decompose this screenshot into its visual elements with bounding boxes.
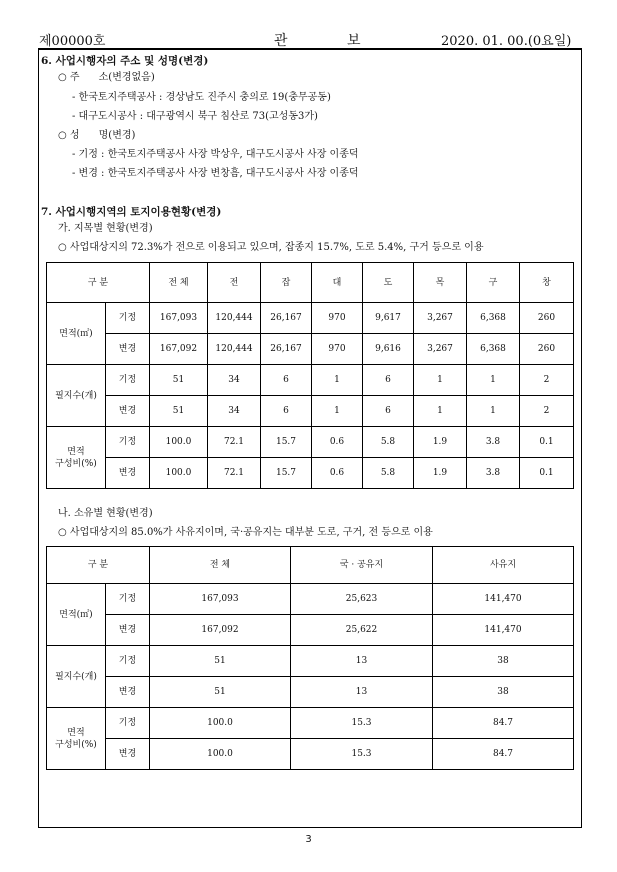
value-cell: 15.7 xyxy=(261,458,312,489)
value-cell: 6 xyxy=(261,365,312,396)
value-cell: 2 xyxy=(520,396,574,427)
table-row xyxy=(47,427,574,458)
value-cell: 38 xyxy=(433,646,574,677)
value-cell: 25,623 xyxy=(291,584,433,615)
value-cell: 51 xyxy=(150,677,291,708)
value-cell: 72.1 xyxy=(208,458,261,489)
value-cell: 1.9 xyxy=(414,458,467,489)
row-label-cell: 기정 xyxy=(106,584,150,615)
table-row xyxy=(47,334,574,365)
value-cell: 34 xyxy=(208,396,261,427)
row-label-cell: 변경 xyxy=(106,615,150,646)
value-cell: 51 xyxy=(150,365,208,396)
value-cell: 167,093 xyxy=(150,584,291,615)
group-label-cell xyxy=(47,303,106,365)
group-label-line: 면적 xyxy=(67,446,85,457)
value-cell: 100.0 xyxy=(150,739,291,770)
value-cell: 1 xyxy=(312,396,363,427)
column-header: 대 xyxy=(312,263,363,303)
section7-title: 7. 사업시행지역의 토지이용현황(변경) xyxy=(41,206,222,218)
row-label-cell: 변경 xyxy=(106,334,150,365)
group-label-line: 필지수(개) xyxy=(55,390,97,401)
issue-number: 제00000호 xyxy=(39,34,106,49)
row-label-cell: 기정 xyxy=(106,427,150,458)
value-cell: 100.0 xyxy=(150,458,208,489)
value-cell: 3,267 xyxy=(414,334,467,365)
row-label-cell: 기정 xyxy=(106,646,150,677)
table-row xyxy=(47,677,574,708)
value-cell: 13 xyxy=(291,646,433,677)
group-label-line: 면적(㎡) xyxy=(59,609,93,620)
column-header: 사유지 xyxy=(433,547,574,584)
value-cell: 13 xyxy=(291,677,433,708)
value-cell: 15.3 xyxy=(291,739,433,770)
value-cell: 970 xyxy=(312,303,363,334)
section6-title: 6. 사업시행자의 주소 및 성명(변경) xyxy=(41,55,209,67)
group-label-line: 면적(㎡) xyxy=(59,328,93,339)
row-label-cell: 변경 xyxy=(106,739,150,770)
value-cell: 84.7 xyxy=(433,708,574,739)
row-label-cell: 기정 xyxy=(106,708,150,739)
row-label-cell: 변경 xyxy=(106,677,150,708)
issue-date: 2020. 01. 00.(0요일) xyxy=(441,34,572,49)
table-row xyxy=(47,458,574,489)
value-cell: 6 xyxy=(363,396,414,427)
value-cell: 167,092 xyxy=(150,615,291,646)
group-label-cell xyxy=(47,427,106,489)
table-row xyxy=(47,615,574,646)
group-label-line: 면적 xyxy=(67,727,85,738)
sub-b-note: ○ 사업대상지의 85.0%가 사유지이며, 국·공유지는 대부분 도로, 구거, 전 등으로 이용 xyxy=(58,527,433,538)
column-header: 잡 xyxy=(261,263,312,303)
value-cell: 5.8 xyxy=(363,458,414,489)
value-cell: 3.8 xyxy=(467,458,520,489)
column-header: 전 체 xyxy=(150,263,208,303)
value-cell: 1 xyxy=(312,365,363,396)
column-header: 구 xyxy=(467,263,520,303)
row-label-cell: 변경 xyxy=(106,458,150,489)
value-cell: 167,093 xyxy=(150,303,208,334)
value-cell: 15.3 xyxy=(291,708,433,739)
column-header: 전 xyxy=(208,263,261,303)
value-cell: 0.6 xyxy=(312,427,363,458)
value-cell: 100.0 xyxy=(150,427,208,458)
value-cell: 2 xyxy=(520,365,574,396)
sub-a-title: 가. 지목별 현황(변경) xyxy=(58,223,153,234)
value-cell: 38 xyxy=(433,677,574,708)
table-row xyxy=(47,739,574,770)
address-item: - 대구도시공사 : 대구광역시 북구 침산로 73(고성동3가) xyxy=(72,111,318,122)
table-row xyxy=(47,584,574,615)
value-cell: 6,368 xyxy=(467,334,520,365)
group-label-cell xyxy=(47,365,106,427)
ownership-table xyxy=(46,546,574,770)
value-cell: 6 xyxy=(363,365,414,396)
sub-b-title: 나. 소유별 현황(변경) xyxy=(58,508,153,519)
value-cell: 3.8 xyxy=(467,427,520,458)
gazette-title-right: 보 xyxy=(347,33,361,49)
land-category-table xyxy=(46,262,574,489)
gazette-title-left: 관 xyxy=(274,33,288,49)
row-label-cell: 기정 xyxy=(106,365,150,396)
table-row xyxy=(47,396,574,427)
address-item: - 한국토지주택공사 : 경상남도 진주시 충의로 19(충무공동) xyxy=(72,92,331,103)
page-number: 3 xyxy=(305,834,312,845)
value-cell: 3,267 xyxy=(414,303,467,334)
value-cell: 34 xyxy=(208,365,261,396)
row-label-cell: 변경 xyxy=(106,396,150,427)
value-cell: 9,616 xyxy=(363,334,414,365)
value-cell: 51 xyxy=(150,396,208,427)
header-label-cell: 구 분 xyxy=(47,547,150,584)
name-item: - 변경 : 한국토지주택공사 사장 변창흠, 대구도시공사 사장 이종덕 xyxy=(72,168,359,179)
column-header: 국 · 공유지 xyxy=(291,547,433,584)
value-cell: 1 xyxy=(414,365,467,396)
table-row xyxy=(47,708,574,739)
value-cell: 51 xyxy=(150,646,291,677)
value-cell: 1 xyxy=(467,396,520,427)
name-item: - 기정 : 한국토지주택공사 사장 박상우, 대구도시공사 사장 이종덕 xyxy=(72,149,359,160)
group-label-cell xyxy=(47,584,106,646)
value-cell: 26,167 xyxy=(261,303,312,334)
value-cell: 141,470 xyxy=(433,584,574,615)
value-cell: 1 xyxy=(414,396,467,427)
value-cell: 9,617 xyxy=(363,303,414,334)
value-cell: 72.1 xyxy=(208,427,261,458)
value-cell: 260 xyxy=(520,303,574,334)
value-cell: 120,444 xyxy=(208,334,261,365)
column-header: 창 xyxy=(520,263,574,303)
value-cell: 5.8 xyxy=(363,427,414,458)
value-cell: 25,622 xyxy=(291,615,433,646)
header-label-cell: 구 분 xyxy=(47,263,150,303)
sub-a-note: ○ 사업대상지의 72.3%가 전으로 이용되고 있으며, 잡종지 15.7%, 도로 5.4%, 구거 등으로 이용 xyxy=(58,242,484,253)
value-cell: 6,368 xyxy=(467,303,520,334)
group-label-line: 구성비(%) xyxy=(55,739,97,750)
group-label-line: 구성비(%) xyxy=(55,458,97,469)
value-cell: 1.9 xyxy=(414,427,467,458)
column-header: 목 xyxy=(414,263,467,303)
group-label-line: 필지수(개) xyxy=(55,671,97,682)
value-cell: 260 xyxy=(520,334,574,365)
value-cell: 15.7 xyxy=(261,427,312,458)
value-cell: 26,167 xyxy=(261,334,312,365)
value-cell: 0.1 xyxy=(520,427,574,458)
address-heading: ○ 주 소(변경없음) xyxy=(58,72,155,83)
name-heading: ○ 성 명(변경) xyxy=(58,130,136,141)
table-row xyxy=(47,646,574,677)
value-cell: 6 xyxy=(261,396,312,427)
column-header: 도 xyxy=(363,263,414,303)
value-cell: 167,092 xyxy=(150,334,208,365)
group-label-cell xyxy=(47,646,106,708)
column-header: 전 체 xyxy=(150,547,291,584)
value-cell: 84.7 xyxy=(433,739,574,770)
table-row xyxy=(47,365,574,396)
value-cell: 100.0 xyxy=(150,708,291,739)
value-cell: 0.1 xyxy=(520,458,574,489)
group-label-cell xyxy=(47,708,106,770)
value-cell: 1 xyxy=(467,365,520,396)
value-cell: 0.6 xyxy=(312,458,363,489)
value-cell: 120,444 xyxy=(208,303,261,334)
row-label-cell: 기정 xyxy=(106,303,150,334)
value-cell: 141,470 xyxy=(433,615,574,646)
table-row xyxy=(47,303,574,334)
value-cell: 970 xyxy=(312,334,363,365)
